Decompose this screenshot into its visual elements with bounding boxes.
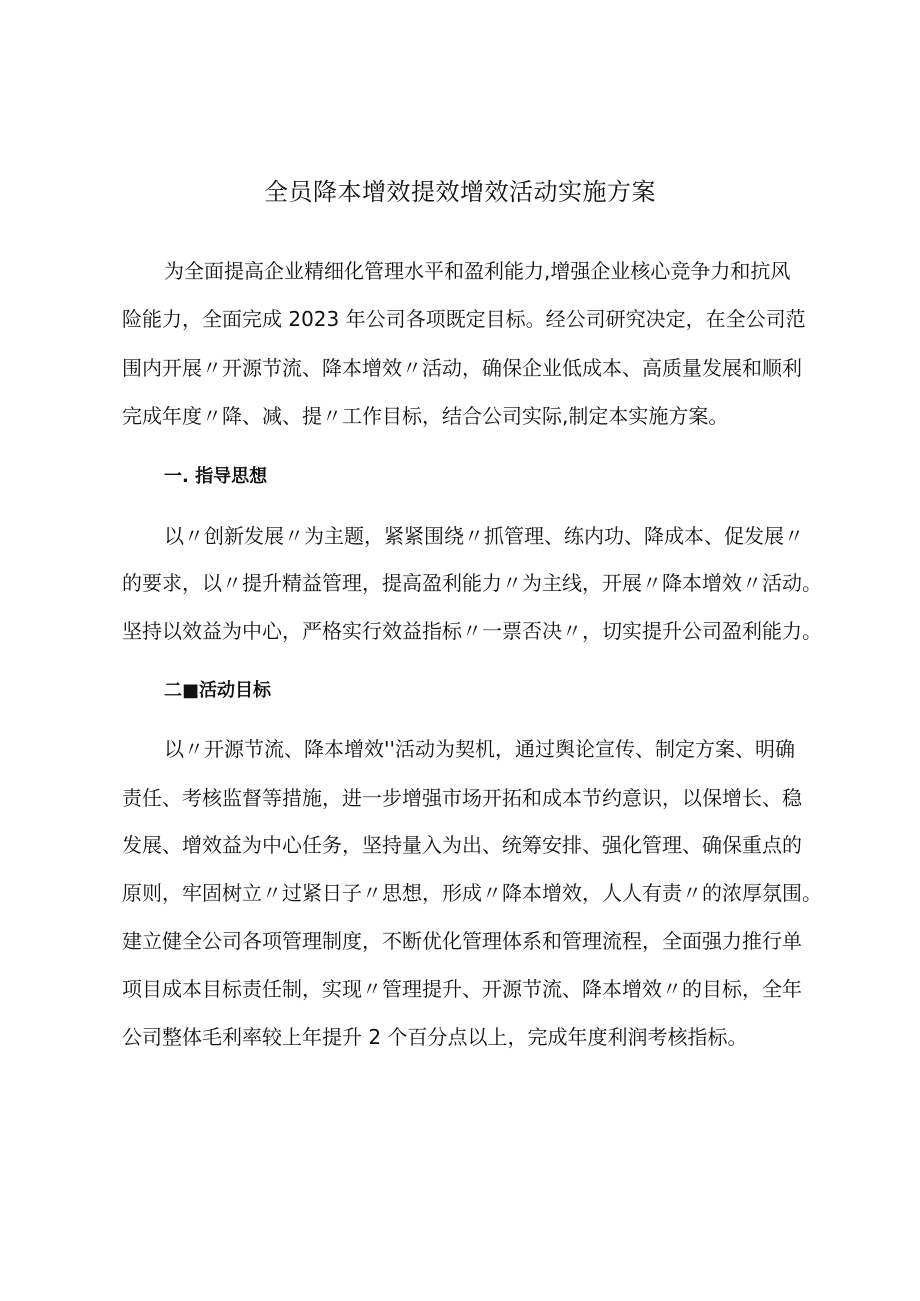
section2-line: 以〃开源节流、降本增效''活动为契机，通过舆论宣传、制定方案、明确: [164, 737, 795, 761]
document-title: 全员降本增效提效增效活动实施方案: [264, 178, 656, 206]
section2-line: 原则，牢固树立〃过紧日子〃思想，形成〃降本增效，人人有责〃的浓厚氛围。: [122, 881, 822, 905]
section2-line: 建立健全公司各项管理制度，不断优化管理体系和管理流程，全面强力推行单: [122, 929, 802, 953]
intro-line: 完成年度〃降、减、提〃工作目标，结合公司实际,制定本实施方案。: [122, 404, 729, 428]
section-heading-activity-goals: 二■活动目标: [164, 680, 272, 701]
section1-line: 以〃创新发展〃为主题，紧紧围绕〃抓管理、练内功、降成本、促发展〃: [164, 524, 804, 548]
section1-line: 的要求，以〃提升精益管理，提高盈利能力〃为主线，开展〃降本增效〃活动。: [122, 571, 822, 595]
intro-line: 险能力，全面完成 2023 年公司各项既定目标。经公司研究决定，在全公司范: [122, 307, 806, 331]
section2-line: 项目成本目标责任制，实现〃管理提升、开源节流、降本增效〃的目标，全年: [122, 977, 802, 1001]
intro-line: 为全面提高企业精细化管理水平和盈利能力,增强企业核心竞争力和抗风: [164, 259, 791, 283]
section1-line: 坚持以效益为中心，严格实行效益指标〃一票否决〃，切实提升公司盈利能力。: [122, 619, 822, 643]
section2-line: 责任、考核监督等措施，进一步增强市场开拓和成本节约意识，以保增长、稳: [122, 786, 802, 810]
section2-line: 公司整体毛利率较上年提升 2 个百分点以上，完成年度利润考核指标。: [122, 1025, 748, 1049]
section-heading-guiding-thought: 一. 指导思想: [164, 466, 268, 487]
section2-line: 发展、增效益为中心任务，坚持量入为出、统筹安排、强化管理、确保重点的: [122, 833, 802, 857]
intro-line: 围内开展〃开源节流、降本增效〃活动，确保企业低成本、高质量发展和顺利: [122, 356, 802, 380]
